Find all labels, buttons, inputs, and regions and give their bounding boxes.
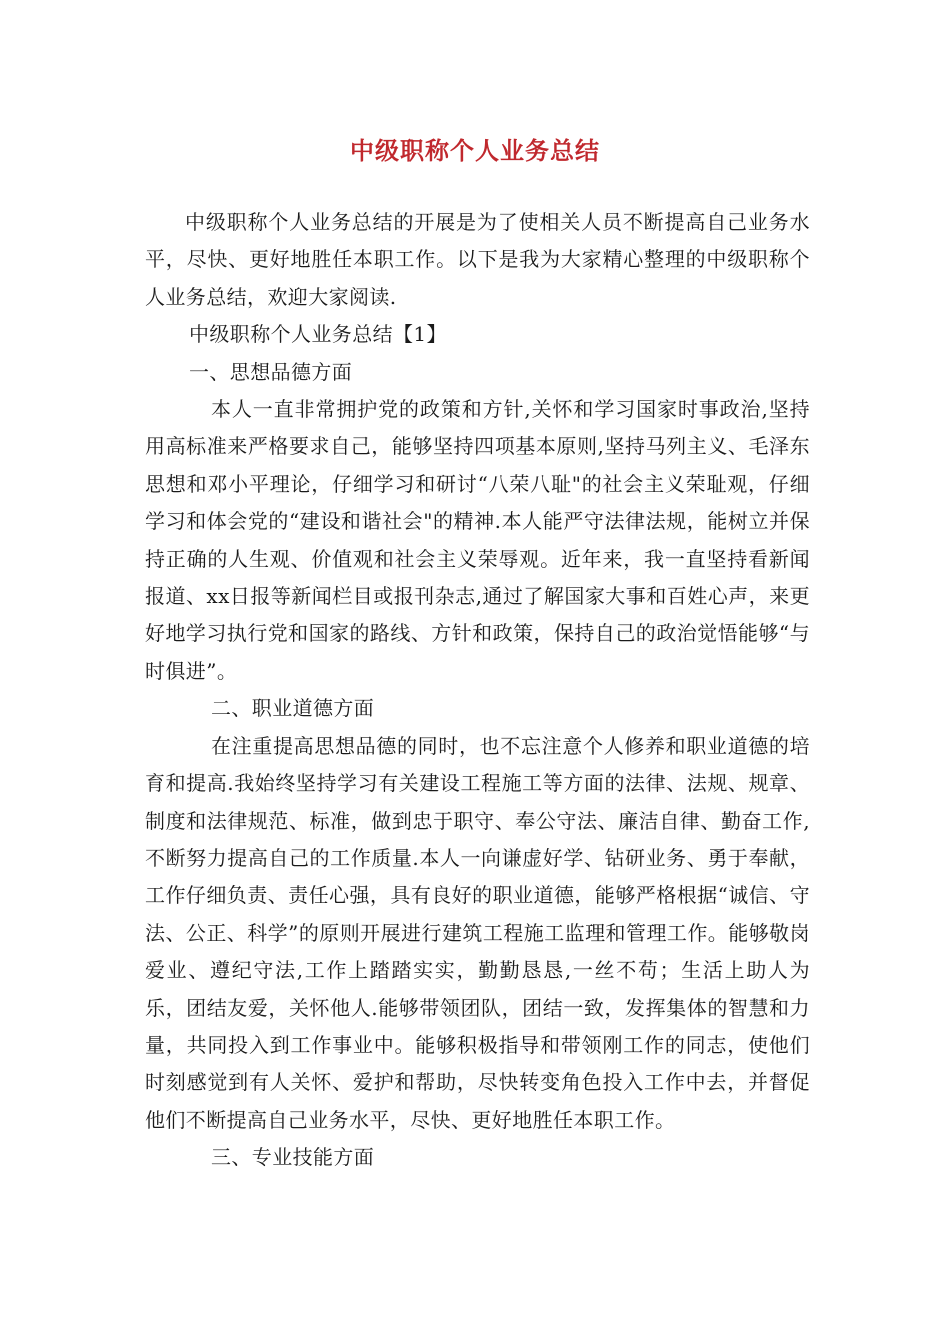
- section1-heading: 一、思想品德方面: [189, 359, 353, 384]
- document-body: [145, 204, 810, 1177]
- section1-paragraph: 本人一直非常拥护党的政策和方针,关怀和学习国家时事政治,坚持用高标准来严格要求自己，能够坚持四项基本原则,坚持马列主义、毛泽东思想和邓小平理论，仔细学习和研讨“八荣八耻"的社会主义荣耻观，仔细学习和体会党的“建设和谐社会"的精神.本人能严守法律法规，能树立并保持正确的人生观、价值观和社会主义荣辱观。近年来，我一直坚持看新闻报道、xx日报等新闻栏目或报刊杂志,通过了解国家大事和百姓心声，来更好地学习执行党和国家的路线、方针和政策，保持自己的政治觉悟能够“与时俱进”。: [145, 397, 810, 683]
- intro-paragraph: 中级职称个人业务总结的开展是为了使相关人员不断提高自己业务水平，尽快、更好地胜任本职工作。以下是我为大家精心整理的中级职称个人业务总结，欢迎大家阅读.: [145, 210, 810, 309]
- section2-heading: 二、职业道德方面: [211, 696, 375, 721]
- section3-heading: 三、专业技能方面: [211, 1145, 375, 1170]
- article-subtitle: 中级职称个人业务总结【1】: [189, 322, 447, 347]
- section2-paragraph: 在注重提高思想品德的同时，也不忘注意个人修养和职业道德的培育和提高.我始终坚持学习有关建设工程施工等方面的法律、法规、规章、制度和法律规范、标准，做到忠于职守、奉公守法、廉洁自律、勤奋工作,不断努力提高自己的工作质量.本人一向谦虚好学、钻研业务、勇于奉献，工作仔细负责、责任心强，具有良好的职业道德，能够严格根据“诚信、守法、公正、科学”的原则开展进行建筑工程施工监理和管理工作。能够敬岗爱业、遵纪守法,工作上踏踏实实，勤勤恳恳,一丝不苟；生活上助人为乐，团结友爱，关怀他人.能够带领团队，团结一致，发挥集体的智慧和力量，共同投入到工作事业中。能够积极指导和带领刚工作的同志，使他们时刻感觉到有人关怀、爱护和帮助，尽快转变角色投入工作中去，并督促他们不断提高自己业务水平，尽快、更好地胜任本职工作。: [145, 733, 810, 1132]
- document-title: 中级职称个人业务总结: [350, 137, 600, 165]
